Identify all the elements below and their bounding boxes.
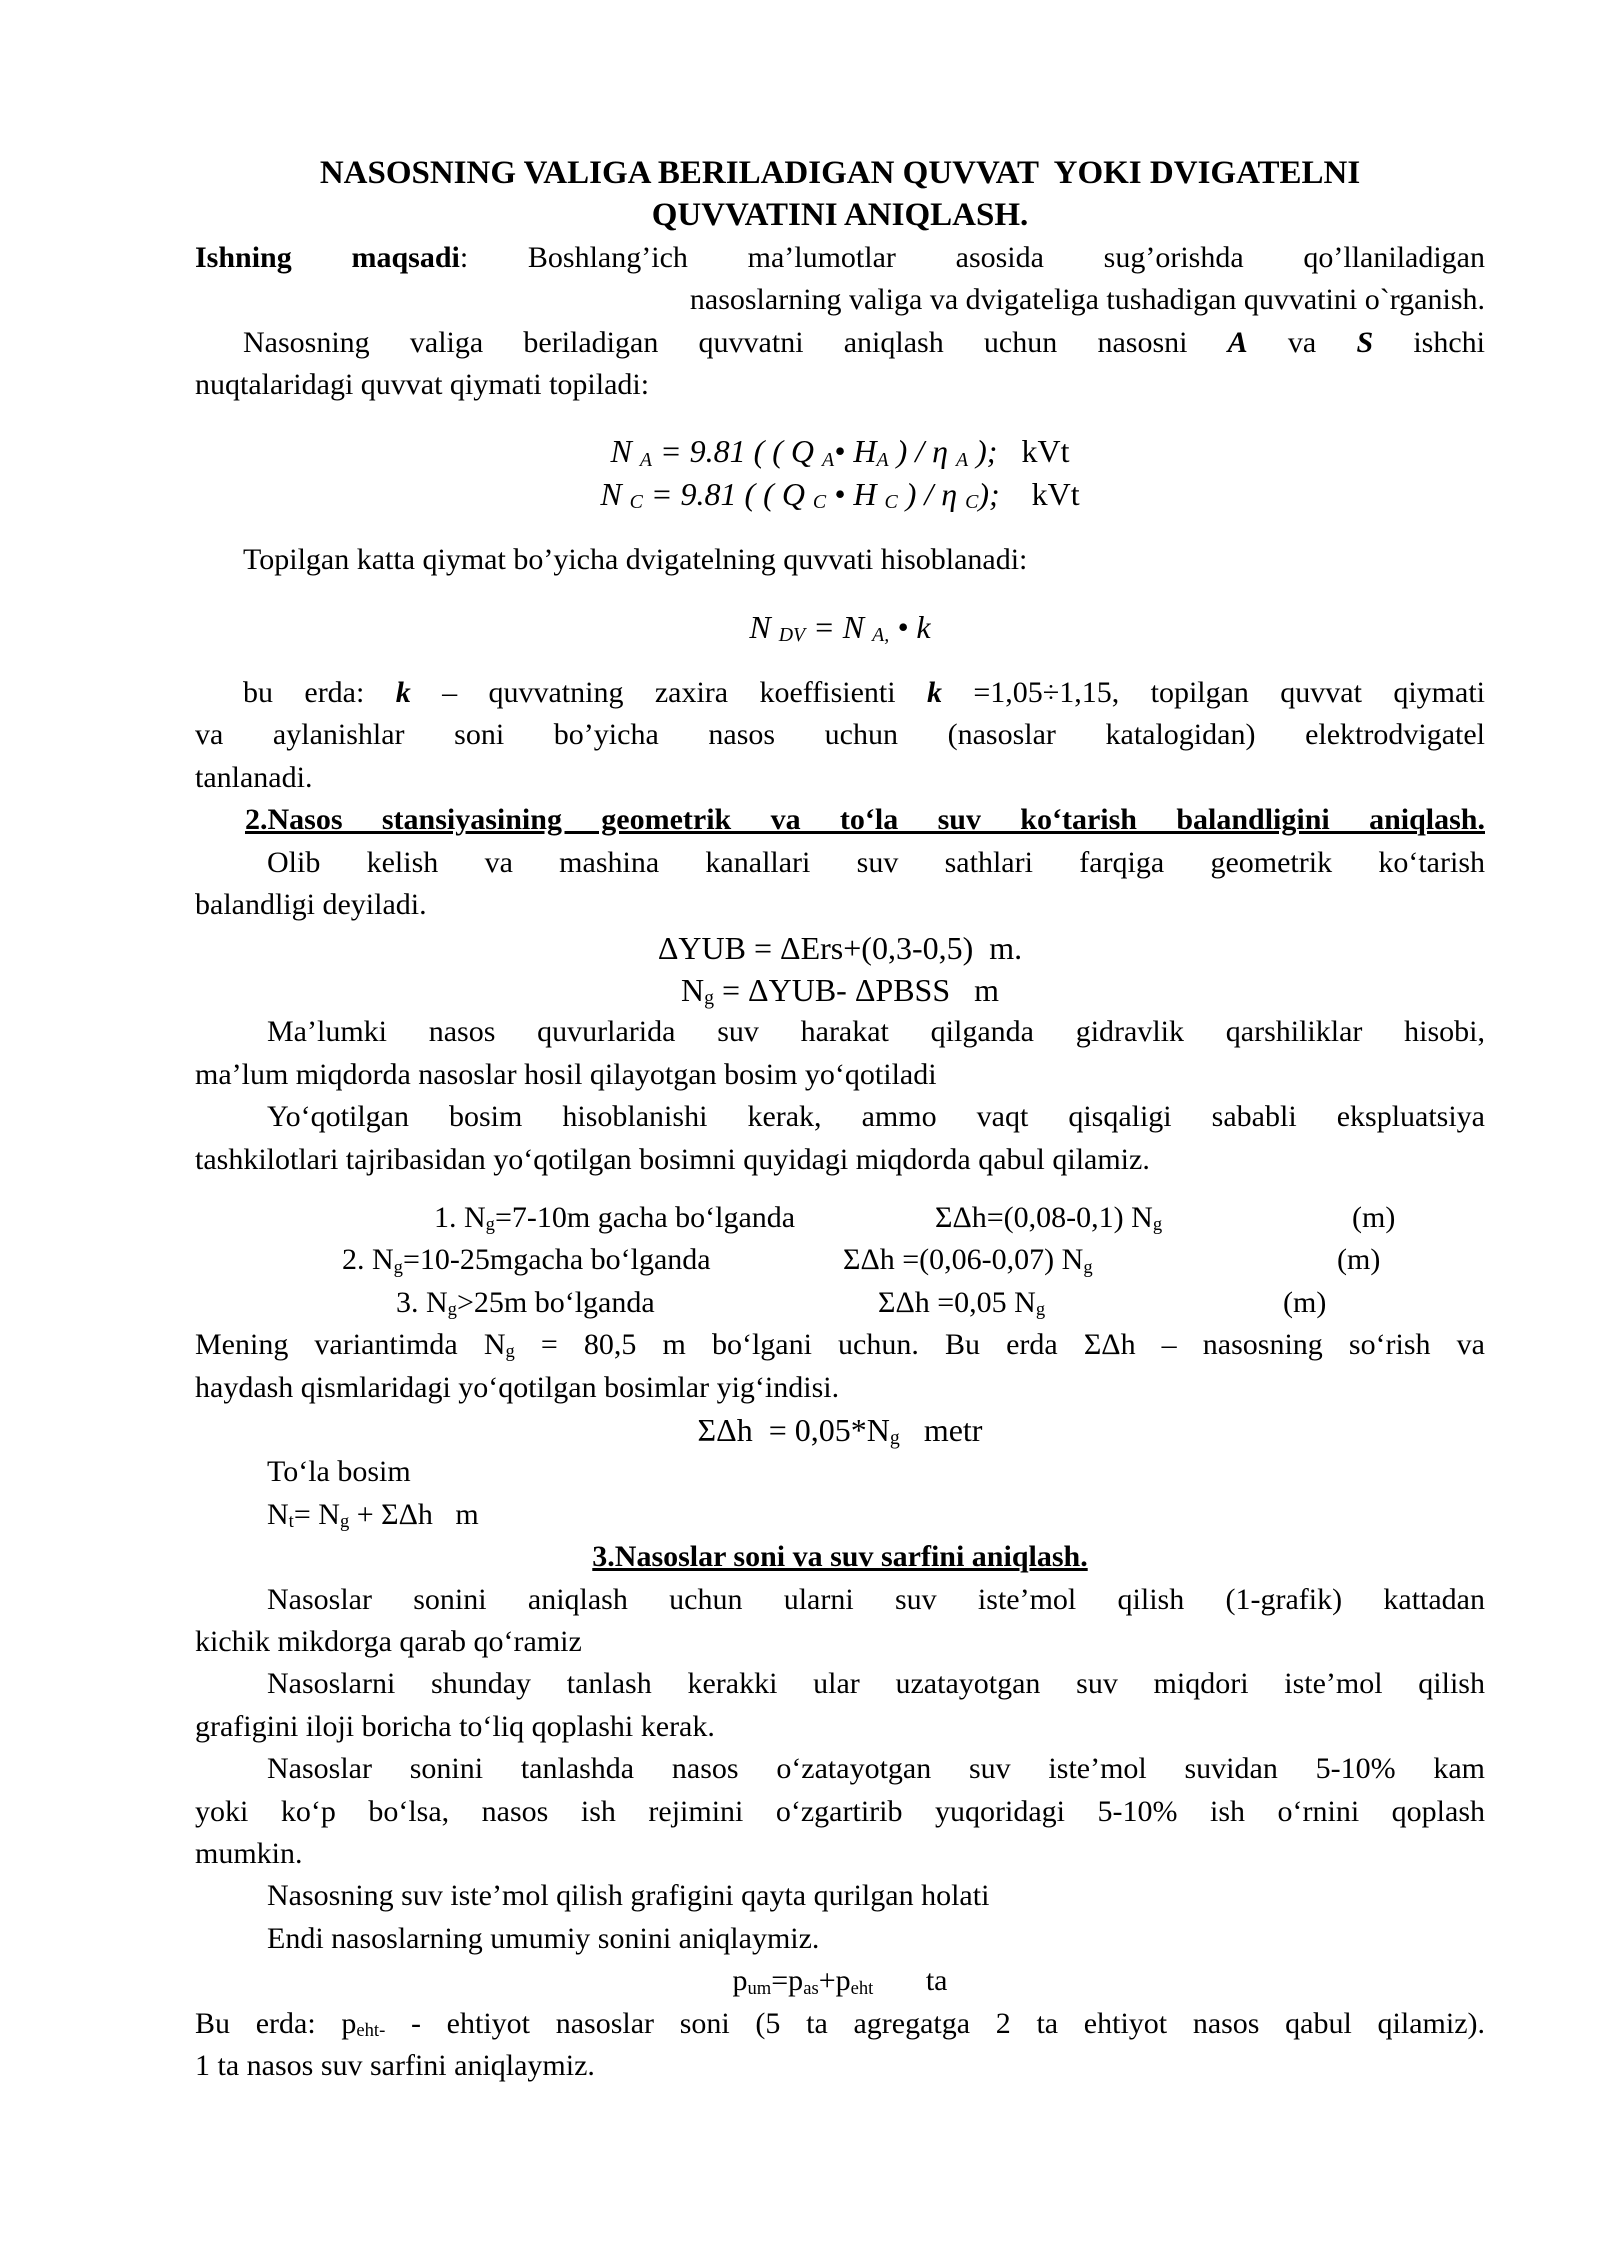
title-line [195, 152, 1485, 194]
text-segment: $p_{um}=p_{as}+p_{eht}$ ta [732, 1964, 948, 1999]
text-segment: ishchi [1373, 325, 1485, 359]
text-segment: kVt [999, 475, 1080, 512]
paragraph-line [195, 884, 1485, 926]
paragraph-line [195, 364, 1485, 406]
paragraph-line [195, 672, 1485, 714]
paragraph-line [195, 322, 1485, 364]
paragraph-line [195, 1367, 1485, 1409]
text-segment: ma’lum miqdorda nasoslar hosil qilayotgan bosim yo‘qotiladi [195, 1057, 937, 1091]
document-body [195, 152, 1485, 2087]
text-segment: Ma’lumki nasos quvurlarida suv harakat qilganda gidravlik qarshiliklar hisobi, [267, 1015, 1485, 1049]
paragraph-line [195, 714, 1485, 756]
text-segment: va [1247, 325, 1357, 359]
row-cell: (m) [1283, 1285, 1327, 1319]
paragraph-line [195, 1579, 1485, 1621]
row-cell: ΣΔh=(0,08-0,1) $N_g$ [935, 1200, 1163, 1236]
text-segment: $N_g = \Delta YUB-$ ΔPBSS m [680, 971, 1000, 1010]
text-segment: Topilgan katta qiymat bo’yicha dvigatelning quvvati hisoblanadi: [243, 543, 1028, 577]
section-heading [195, 799, 1485, 841]
text-segment: Endi nasoslarning umumiy sonini aniqlaymiz. [267, 1921, 820, 1955]
text-segment: grafigini iloji boricha to‘liq qoplashi kerak. [195, 1709, 715, 1743]
text-segment: va aylanishlar soni bo’yicha nasos uchun (nasoslar katalogidan) elektrodvigatel [195, 718, 1485, 752]
paragraph-line [195, 1096, 1485, 1138]
emphasized-text: QUVVATINI ANIQLASH. [651, 197, 1029, 234]
emphasized-text: 3.Nasoslar soni va suv sarfini aniqlash. [592, 1540, 1088, 1574]
row-cell: 3. $N_g>25m$ bo‘lganda [396, 1285, 655, 1321]
text-segment: balandligi deyiladi. [195, 888, 427, 922]
title-line [195, 194, 1485, 236]
list-row [195, 1282, 1485, 1324]
paragraph-line [195, 1918, 1485, 1960]
text-segment: Olib kelish va mashina kanallari suv sathlari farqiga geometrik ko‘tarish [267, 845, 1485, 879]
text-segment: tashkilotlari tajribasidan yo‘qotilgan bosimni quyidagi miqdorda qabul qilamiz. [195, 1142, 1150, 1176]
paragraph-line [195, 1960, 1485, 2002]
text-segment: To‘la bosim [267, 1455, 411, 1489]
formula-line [195, 927, 1485, 969]
text-segment: : Boshlang’ich ma’lumotlar asosida sug’orishda qo’llaniladigan [459, 240, 1485, 274]
paragraph-line [195, 842, 1485, 884]
paragraph-line [195, 2003, 1485, 2045]
emphasized-text: N $_A$ = 9.81 ( ( Q $_A$• $H_A$ ) / η $_A$ ); [610, 433, 998, 471]
text-segment: Yo‘qotilgan bosim hisoblanishi kerak, ammo vaqt qisqaligi sababli ekspluatsiya [267, 1100, 1485, 1134]
text-segment: Mening variantimda $N_g = 80,5$ m bo‘lgani uchun. Bu erda ΣΔh – nasosning so‘rish va [195, 1328, 1485, 1363]
formula-line [195, 606, 1485, 648]
text-segment: kVt [997, 433, 1070, 470]
text-segment: Nasoslar sonini aniqlash uchun ularni suv iste’mol qilish (1-grafik) kattadan [267, 1582, 1485, 1616]
text-segment: Nasoslar sonini tanlashda nasos o‘zatayotgan suv iste’mol suvidan 5-10% kam [267, 1752, 1485, 1786]
emphasized-text: N $_{DV}$ = N $_{A,}$ • k [749, 608, 931, 647]
text-segment: bu erda: [243, 676, 396, 710]
paragraph-line [195, 757, 1485, 799]
formula-line [195, 969, 1485, 1011]
emphasized-text: S [1356, 325, 1374, 359]
section-heading [195, 1536, 1485, 1578]
text-segment: nasoslarning valiga va dvigateliga tushadigan quvvatini o`rganish. [689, 283, 1485, 317]
text-segment: mumkin. [195, 1836, 303, 1870]
paragraph-line [195, 539, 1485, 581]
text-segment: ΔYUB = ΔErs+(0,3-0,5) m. [657, 929, 1023, 966]
emphasized-text: 2.Nasos stansiyasining geometrik va to‘la suv ko‘tarish balandligini aniqlash. [245, 803, 1485, 837]
emphasized-text: NASOSNING VALIGA BERILADIGAN QUVVAT YOKI DVIGATELNI [319, 155, 1361, 191]
paragraph-line [195, 279, 1485, 321]
paragraph-line [195, 1748, 1485, 1790]
list-row [195, 1197, 1485, 1239]
text-segment: 1 ta nasos suv sarfini aniqlaymiz. [195, 2049, 595, 2083]
paragraph-line [195, 2045, 1485, 2087]
paragraph-line [195, 1054, 1485, 1096]
list-row [195, 1239, 1485, 1281]
emphasized-text: k [926, 676, 942, 710]
paragraph-line [195, 237, 1485, 279]
paragraph-line [195, 1011, 1485, 1053]
paragraph-line [195, 1139, 1485, 1181]
row-cell: 2. $N_g=10-25mgacha$ bo‘lganda [342, 1243, 711, 1278]
paragraph-line [195, 1621, 1485, 1663]
text-segment: =1,05÷1,15, topilgan quvvat qiymati [941, 676, 1485, 710]
emphasized-text: A [1227, 325, 1248, 359]
text-segment: haydash qismlaridagi yo‘qotilgan bosimlar yig‘indisi. [195, 1370, 840, 1404]
paragraph-line [195, 1494, 1485, 1536]
row-cell: ΣΔh =0,05 $N_g$ [878, 1285, 1046, 1321]
text-segment: Bu erda: $p_{eht-}$ - ehtiyot nasoslar soni (5 ta agregatga 2 ta ehtiyot nasos qabul qilamiz). [195, 2006, 1485, 2041]
text-segment: yoki ko‘p bo‘lsa, nasos ish rejimini o‘zgartirib yuqoridagi 5-10% ish o‘rnini qoplash [195, 1794, 1485, 1828]
formula-line [195, 473, 1485, 515]
text-segment: tanlanadi. [195, 760, 313, 794]
emphasized-text: Ishning maqsadi [195, 240, 460, 274]
text-segment: nuqtalaridagi quvvat qiymati topiladi: [195, 368, 650, 402]
text-segment: Nasoslarni shunday tanlash kerakki ular uzatayotgan suv miqdori iste’mol qilish [267, 1667, 1485, 1701]
paragraph-line [195, 1663, 1485, 1705]
paragraph-line [195, 1791, 1485, 1833]
emphasized-text: k [395, 676, 411, 710]
text-segment: Nasosning valiga beriladigan quvvatni aniqlash uchun nasosni [243, 325, 1228, 359]
text-segment: – quvvatning zaxira koeffisienti [410, 676, 927, 710]
text-segment: $\Sigma\Delta h = 0,05*N_g$ metr [697, 1411, 983, 1450]
paragraph-line [195, 1324, 1485, 1366]
paragraph-line [195, 1451, 1485, 1493]
formula-line [195, 1409, 1485, 1451]
row-cell: 1. $N_g=7-10m$ gacha bo‘lganda [434, 1200, 796, 1236]
row-cell: ΣΔh =(0,06-0,07) $N_g$ [843, 1243, 1093, 1278]
row-cell: (m) [1352, 1200, 1396, 1234]
row-cell: (m) [1337, 1243, 1381, 1277]
paragraph-line [195, 1833, 1485, 1875]
paragraph-line [195, 1875, 1485, 1917]
text-segment: $N_t= N_g + \Sigma\Delta h$ m [267, 1497, 479, 1533]
paragraph-line [195, 1706, 1485, 1748]
text-segment: Nasosning suv iste’mol qilish grafigini qayta qurilgan holati [267, 1879, 990, 1913]
emphasized-text: N $_C$ = 9.81 ( ( Q $_C$ • H $_C$ ) / η $_C$); [600, 475, 1000, 514]
text-segment: kichik mikdorga qarab qo‘ramiz [195, 1624, 582, 1658]
formula-line [195, 430, 1485, 472]
